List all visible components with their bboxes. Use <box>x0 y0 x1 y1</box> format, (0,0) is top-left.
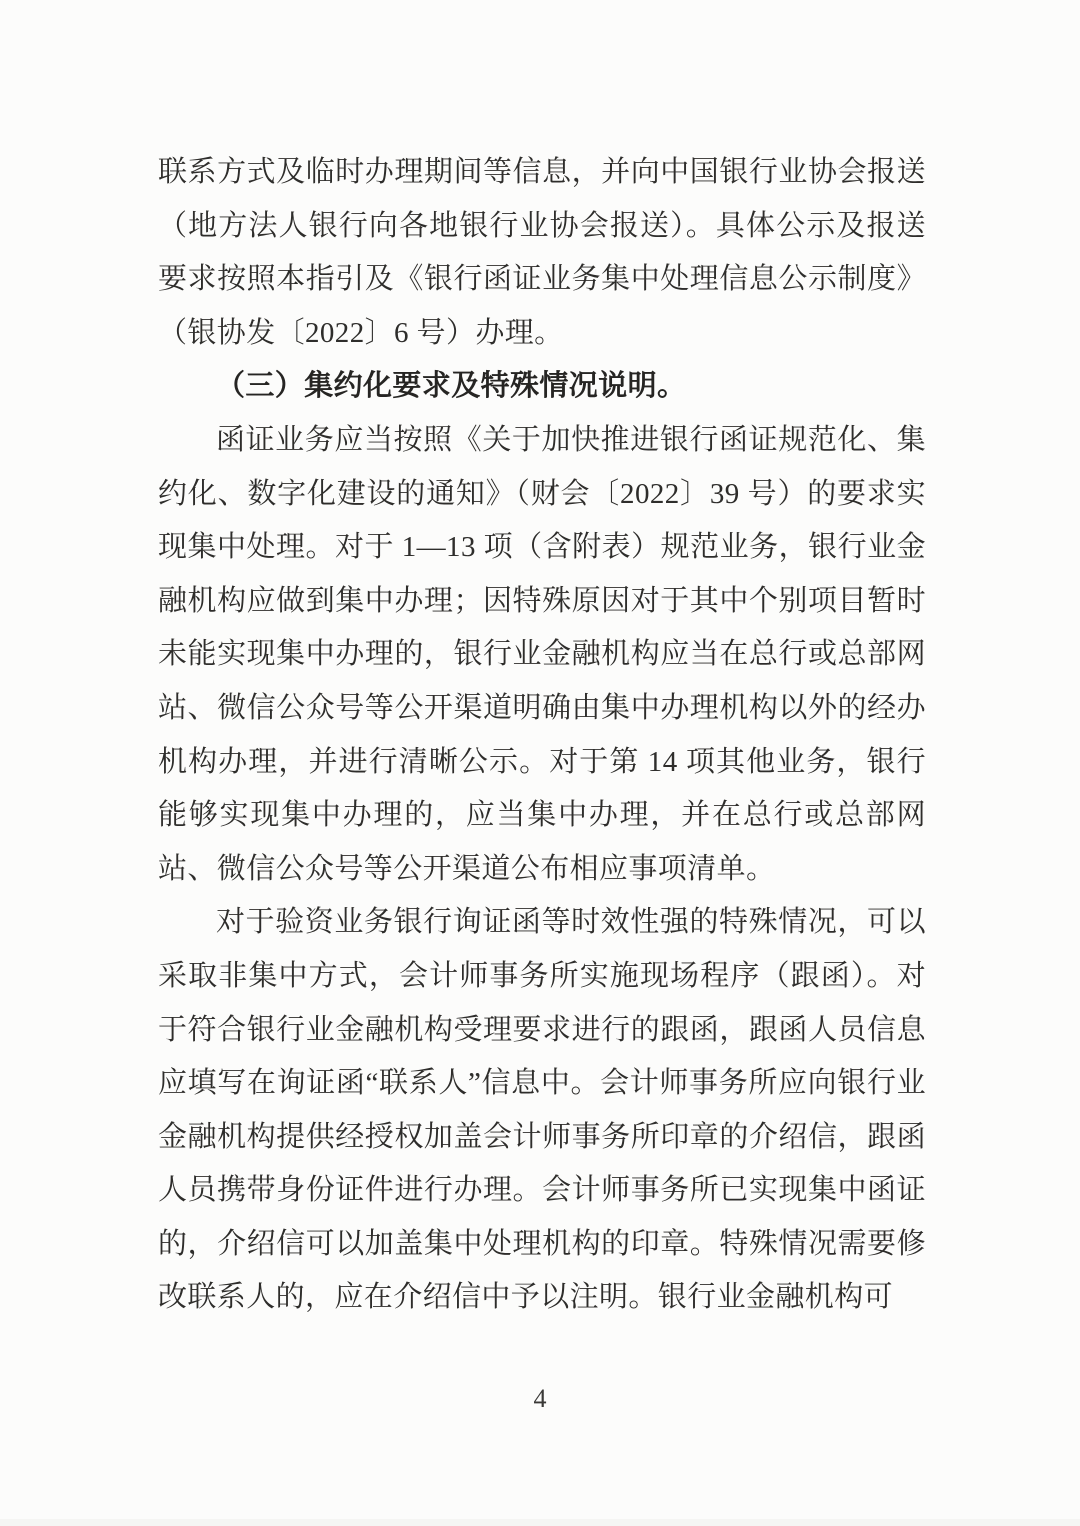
paragraph-centralization-requirements: 函证业务应当按照《关于加快推进银行函证规范化、集约化、数字化建设的通知》（财会〔2022〕39 号）的要求实现集中处理。对于 1—13 项（含附表）规范业务，银行业金融机构应做到集中办理；因特殊原因对于其中个别项目暂时未能实现集中办理的，银行业金融机构应当在总行或总部网站、微信公众号等公开渠道明确由集中办理机构以外的经办机构办理，并进行清晰公示。对于第 14 项其他业务，银行能够实现集中办理的，应当集中办理，并在总行或总部网站、微信公众号等公开渠道公布相应事项清单。 <box>158 423 926 885</box>
paragraph-special-cases: 对于验资业务银行询证函等时效性强的特殊情况，可以采取非集中方式，会计师事务所实施现场程序（跟函）。对于符合银行业金融机构受理要求进行的跟函，跟函人员信息应填写在询证函“联系人”信息中。会计师事务所应向银行业金融机构提供经授权加盖会计师事务所印章的介绍信，跟函人员携带身份证件进行办理。会计师事务所已实现集中函证的，介绍信可以加盖集中处理机构的印章。特殊情况需要修改联系人的，应在介绍信中予以注明。银行业金融机构可 <box>158 906 926 1314</box>
document-body <box>158 146 926 1325</box>
paragraph-continuation: 联系方式及临时办理期间等信息，并向中国银行业协会报送（地方法人银行向各地银行业协会报送）。具体公示及报送要求按照本指引及《银行函证业务集中处理信息公示制度》（银协发〔2022〕6 号）办理。 <box>158 156 926 349</box>
page-bottom-edge <box>0 1519 1080 1526</box>
section-heading: （三）集约化要求及特殊情况说明。 <box>216 370 687 403</box>
page-number: 4 <box>533 1384 547 1413</box>
